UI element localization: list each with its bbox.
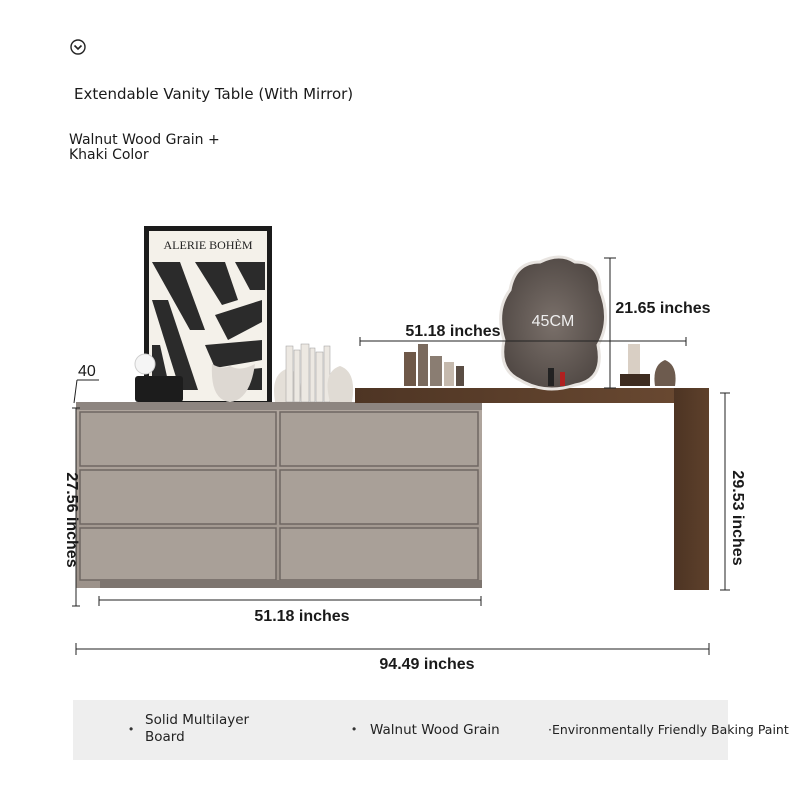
drawer-cabinet (76, 402, 482, 588)
features-bar (73, 700, 789, 760)
mirror-size-label: 45CM (531, 313, 575, 330)
color-label-line2: Khaki Color (69, 147, 149, 163)
feature-line: Board (145, 729, 185, 745)
total-width-dimension (76, 643, 709, 673)
bullet-icon: • (352, 722, 357, 736)
total-width-label: 94.49 inches (379, 656, 475, 673)
cabinet-width-dimension (99, 596, 481, 625)
feature-solid-board (145, 712, 249, 746)
feature-walnut-grain: Walnut Wood Grain (370, 722, 500, 738)
cabinet-width-label: 51.18 inches (254, 608, 350, 625)
table-height-dimension (720, 393, 746, 590)
mirror-height-label: 21.65 inches (615, 300, 711, 317)
poster-text: ALERIE BOHÈM (163, 238, 253, 252)
table-height-label: 29.53 inches (729, 470, 746, 566)
depth-dimension (74, 363, 99, 403)
bullet-icon: • (129, 722, 134, 736)
color-label-line1: Walnut Wood Grain + (69, 132, 220, 148)
feature-eco-paint: ·Environmentally Friendly Baking Paint (548, 722, 789, 737)
depth-label: 40 (78, 363, 96, 380)
feature-line: Solid Multilayer (145, 712, 250, 728)
cabinet-height-label: 27.56 inches (63, 472, 80, 568)
extension-width-label: 51.18 inches (405, 323, 501, 340)
product-title: Extendable Vanity Table (With Mirror) (74, 85, 354, 103)
